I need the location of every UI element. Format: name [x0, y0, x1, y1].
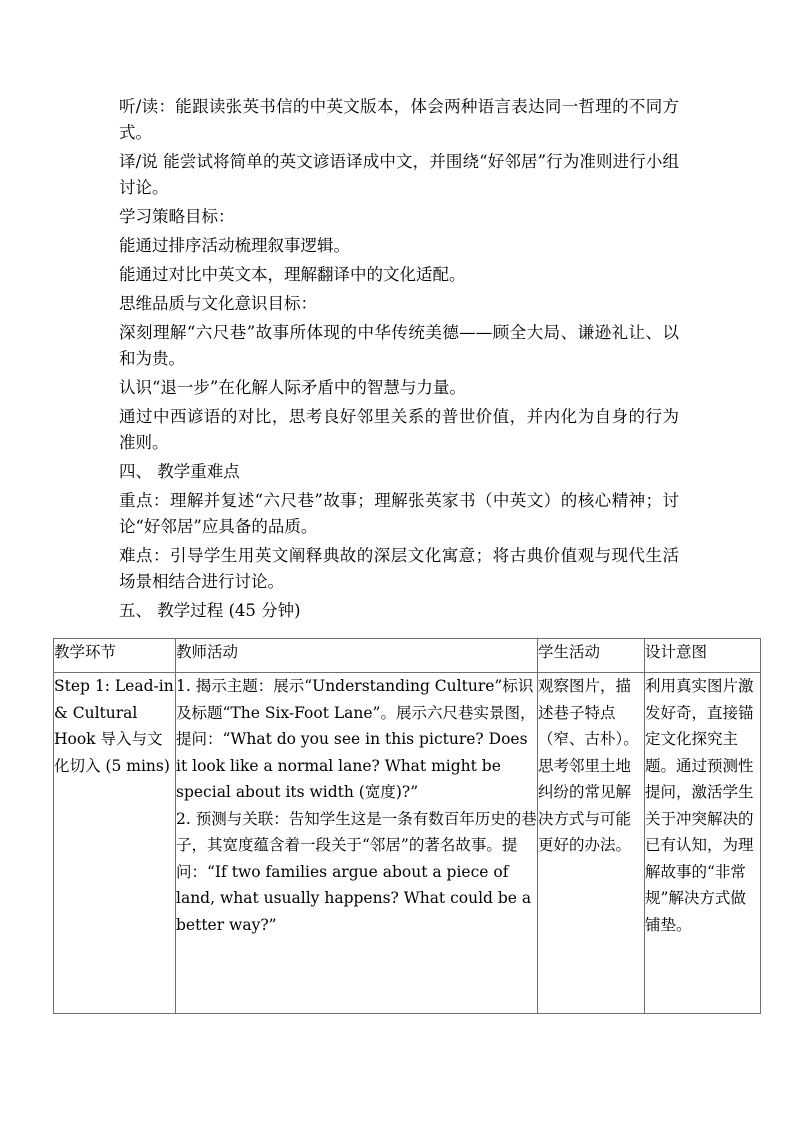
- teacher-activity-1: 1. 揭示主题：展示“Understanding Culture”标识及标题“The Six-Foot Lane”。展示六尺巷实景图，提问：“What do you see in this picture? Does it look like a normal lane? What might be special about its width (宽度)?”: [176, 677, 536, 801]
- paragraph-sorting: 能通过排序活动梳理叙事逻辑。: [119, 236, 350, 255]
- objectives-text: [119, 94, 679, 627]
- paragraph-comparison: 能通过对比中英文本，理解翻译中的文化适配。: [119, 265, 466, 284]
- paragraph-key-points: 重点：理解并复述“六尺巷”故事；理解张英家书（中英文）的核心精神；讨论“好邻居”应具备的品质。: [119, 491, 679, 536]
- heading-learning-strategy: 学习策略目标：: [119, 207, 235, 226]
- paragraph-virtues: 深刻理解“六尺巷”故事所体现的中华传统美德——顾全大局、谦逊礼让、以和为贵。: [119, 323, 679, 368]
- cell-step: Step 1: Lead-in & Cultural Hook 导入与文化切入 (5 mins): [54, 673, 176, 1014]
- table-row: [54, 673, 761, 1014]
- header-teaching-stage: 教学环节: [54, 639, 176, 673]
- cell-design-intent: 利用真实图片激发好奇，直接锚定文化探究主题。通过预测性提问，激活学生关于冲突解决的已有认知，为理解故事的“非常规”解决方式做铺垫。: [645, 673, 761, 1014]
- heading-thinking-culture: 思维品质与文化意识目标：: [119, 294, 317, 313]
- teaching-process-table: [53, 638, 761, 1014]
- paragraph-translate-speak: 译/说 能尝试将简单的英文谚语译成中文，并围绕“好邻居”行为准则进行小组讨论。: [119, 152, 679, 197]
- teacher-activity-2: 2. 预测与关联：告知学生这是一条有数百年历史的巷子，其宽度蕴含着一段关于“邻居”的著名故事。提问：“If two families argue about a piece of land, what usually happens? What could be a better way?”: [176, 809, 537, 934]
- section-key-points: 四、 教学重难点: [119, 462, 240, 481]
- paragraph-proverbs: 通过中西谚语的对比，思考良好邻里关系的普世价值，并内化为自身的行为准则。: [119, 407, 679, 452]
- cell-student-activity: 观察图片，描述巷子特点（窄、古朴）。思考邻里土地纠纷的常见解决方式与可能更好的办法。: [538, 673, 645, 1014]
- section-teaching-process: 五、 教学过程 (45 分钟): [119, 601, 301, 620]
- paragraph-listen-read: 听/读：能跟读张英书信的中英文版本，体会两种语言表达同一哲理的不同方式。: [119, 97, 679, 142]
- header-student-activity: 学生活动: [538, 639, 645, 673]
- paragraph-step-back: 认识“退一步”在化解人际矛盾中的智慧与力量。: [119, 378, 466, 397]
- cell-teacher-activity: [176, 673, 538, 1014]
- paragraph-difficulties: 难点：引导学生用英文阐释典故的深层文化寓意；将古典价值观与现代生活场景相结合进行讨论。: [119, 546, 679, 591]
- table-header-row: [54, 639, 761, 673]
- header-teacher-activity: 教师活动: [176, 639, 538, 673]
- header-design-intent: 设计意图: [645, 639, 761, 673]
